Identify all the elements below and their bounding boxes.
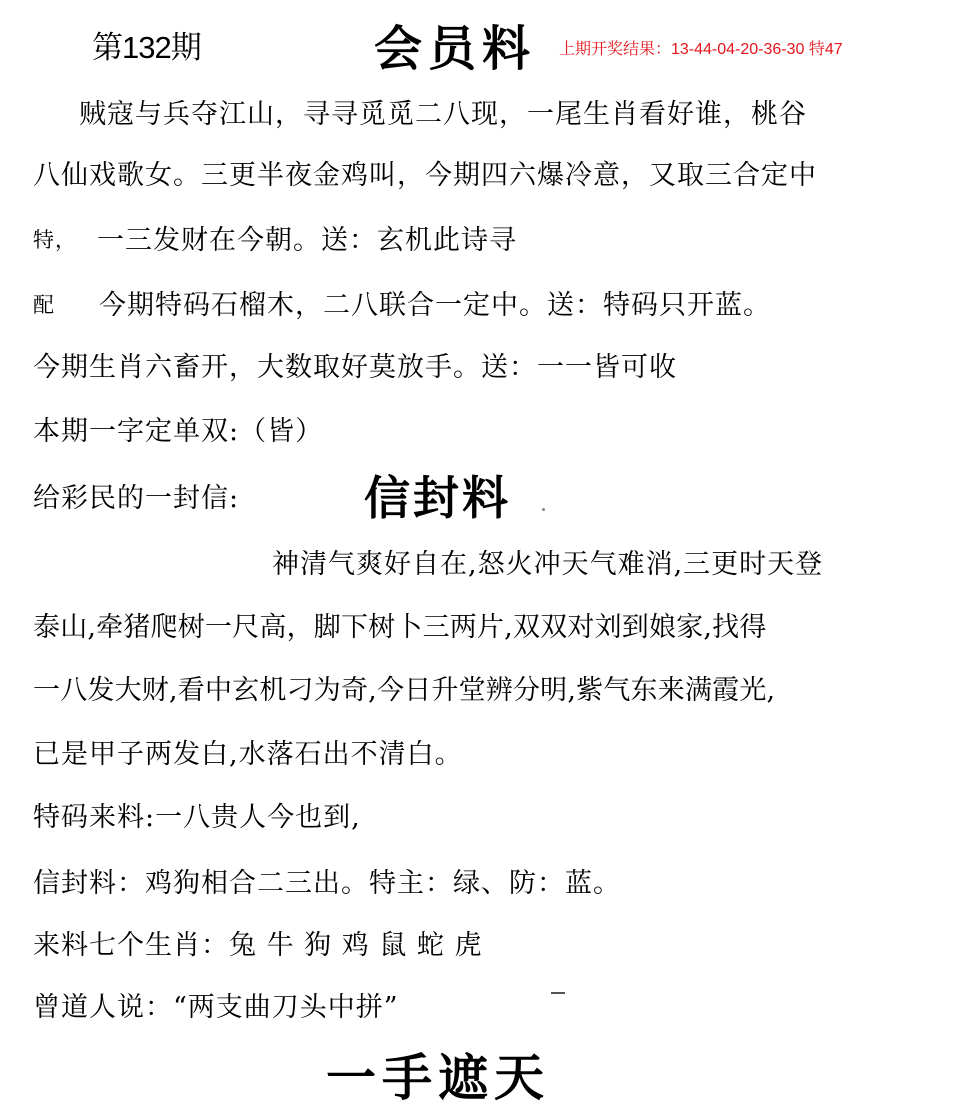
- poem-line-4: 今期特码石榴木，二八联合一定中。送：特码只开蓝。: [99, 290, 771, 321]
- letter-line-3: 一八发大财,看中玄机刁为奇,今日升堂辨分明,紫气东来满霞光,: [33, 675, 776, 706]
- poem-line-6: 本期一字定单双:（皆）: [33, 416, 324, 447]
- letter-line-8: 曾道人说：“两支曲刀头中拼”: [33, 992, 399, 1023]
- letter-title: 信封料: [364, 471, 511, 525]
- poem-line-3-tag: 特，: [33, 228, 77, 252]
- speck-mark: [542, 508, 545, 511]
- poem-line-7: 给彩民的一封信:: [33, 483, 240, 514]
- poem-line-5: 今期生肖六畜开，大数取好莫放手。送：一一皆可收: [33, 352, 677, 383]
- page-title: 会员料: [374, 21, 537, 77]
- letter-line-4: 已是甲子两发白,水落石出不清白。: [33, 739, 463, 770]
- poem-line-1: 贼寇与兵夺江山，寻寻觅觅二八现，一尾生肖看好谁，桃谷: [79, 99, 807, 130]
- letter-line-5: 特码来料:一八贵人今也到,: [33, 802, 361, 833]
- letter-line-1: 神清气爽好自在,怒火冲天气难消,三更时天登: [272, 549, 824, 580]
- poem-line-3: 一三发财在今朝。送：玄机此诗寻: [97, 225, 517, 256]
- issue-number: 第132期: [92, 30, 201, 65]
- footer-title: 一手遮天: [326, 1048, 550, 1107]
- letter-line-7: 来料七个生肖：兔 牛 狗 鸡 鼠 蛇 虎: [33, 930, 483, 961]
- letter-line-2: 泰山,牵猪爬树一尺高，脚下树卜三两片,双双对刘到娘家,找得: [33, 612, 767, 643]
- last-draw-result: 上期开奖结果：13-44-04-20-36-30 特47: [559, 41, 843, 58]
- poem-line-2: 八仙戏歌女。三更半夜金鸡叫，今期四六爆冷意，又取三合定中: [33, 160, 817, 191]
- poem-line-4-tag: 配: [33, 293, 55, 317]
- letter-line-6: 信封料：鸡狗相合二三出。特主：绿、防：蓝。: [33, 868, 621, 899]
- dash-mark: [551, 992, 565, 994]
